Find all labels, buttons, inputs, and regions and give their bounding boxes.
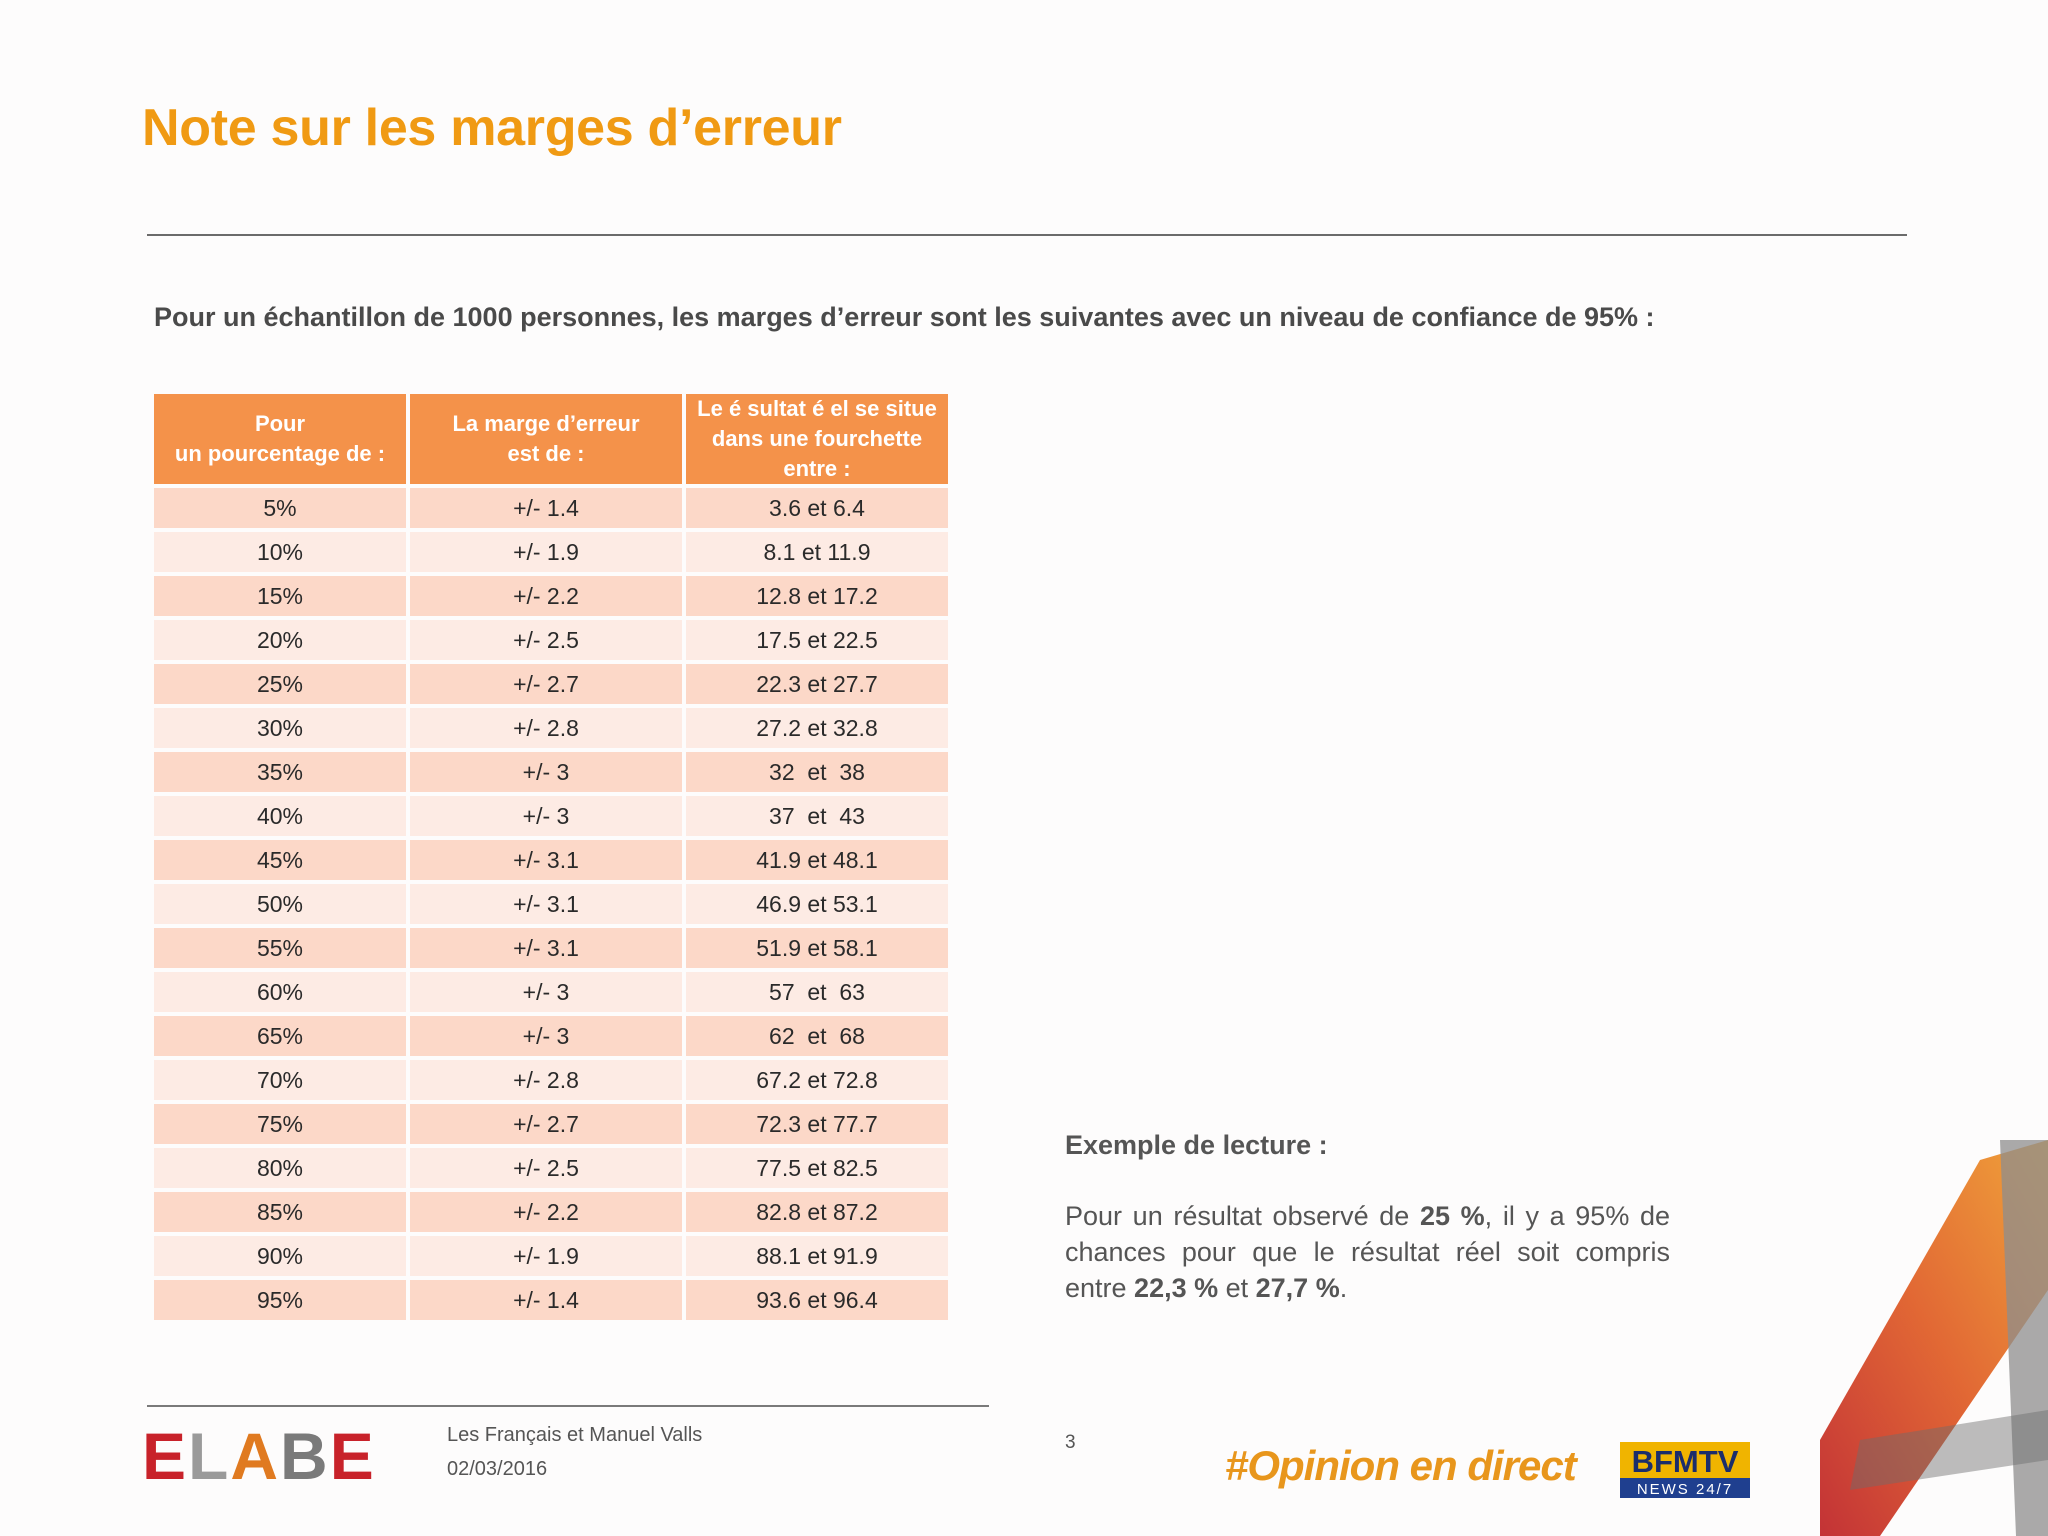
table-row xyxy=(154,1016,948,1056)
cell-margin: +/- 1.9 xyxy=(410,1236,682,1276)
header-range: Le é sultat é el se situe dans une fourchette entre : xyxy=(686,394,948,484)
cell-percentage: 75% xyxy=(154,1104,406,1144)
table-row xyxy=(154,1192,948,1232)
table-header-row xyxy=(154,394,948,484)
cell-percentage: 70% xyxy=(154,1060,406,1100)
cell-range: 72.3 et 77.7 xyxy=(686,1104,948,1144)
cell-margin: +/- 2.7 xyxy=(410,1104,682,1144)
table-row xyxy=(154,1060,948,1100)
table-row xyxy=(154,620,948,660)
table-row xyxy=(154,796,948,836)
hashtag-label: #Opinion en direct xyxy=(1225,1442,1576,1489)
cell-percentage: 10% xyxy=(154,532,406,572)
cell-margin: +/- 1.4 xyxy=(410,1280,682,1320)
cell-range: 17.5 et 22.5 xyxy=(686,620,948,660)
cell-range: 51.9 et 58.1 xyxy=(686,928,948,968)
bfmtv-logo xyxy=(1620,1442,1750,1498)
header-percentage: Pour un pourcentage de : xyxy=(154,394,406,484)
cell-range: 77.5 et 82.5 xyxy=(686,1148,948,1188)
cell-range: 62 et 68 xyxy=(686,1016,948,1056)
cell-percentage: 90% xyxy=(154,1236,406,1276)
table-row xyxy=(154,708,948,748)
cell-margin: +/- 3 xyxy=(410,796,682,836)
cell-percentage: 20% xyxy=(154,620,406,660)
example-text: Pour un résultat observé de 25 %, il y a 95% de chances pour que le résultat réel soit compris entre 22,3 % et 27,7 %. xyxy=(1065,1201,1671,1303)
header-margin: La marge d’erreur est de : xyxy=(410,394,682,484)
cell-margin: +/- 3.1 xyxy=(410,840,682,880)
cell-range: 93.6 et 96.4 xyxy=(686,1280,948,1320)
cell-margin: +/- 3.1 xyxy=(410,884,682,924)
table-row xyxy=(154,1104,948,1144)
cell-margin: +/- 3 xyxy=(410,1016,682,1056)
table-row xyxy=(154,752,948,792)
cell-percentage: 15% xyxy=(154,576,406,616)
cell-percentage: 55% xyxy=(154,928,406,968)
cell-range: 41.9 et 48.1 xyxy=(686,840,948,880)
cell-margin: +/- 3 xyxy=(410,752,682,792)
cell-margin: +/- 2.5 xyxy=(410,1148,682,1188)
cell-percentage: 85% xyxy=(154,1192,406,1232)
cell-percentage: 60% xyxy=(154,972,406,1012)
table-row xyxy=(154,928,948,968)
cell-range: 88.1 et 91.9 xyxy=(686,1236,948,1276)
cell-percentage: 50% xyxy=(154,884,406,924)
cell-percentage: 45% xyxy=(154,840,406,880)
cell-range: 57 et 63 xyxy=(686,972,948,1012)
table-row xyxy=(154,488,948,528)
cell-range: 37 et 43 xyxy=(686,796,948,836)
cell-range: 22.3 et 27.7 xyxy=(686,664,948,704)
table-row xyxy=(154,840,948,880)
page-title: Note sur les marges d’erreur xyxy=(142,99,842,157)
elabe-a-decoration xyxy=(1820,1140,2048,1536)
table-row xyxy=(154,576,948,616)
cell-percentage: 25% xyxy=(154,664,406,704)
table-row xyxy=(154,1236,948,1276)
cell-margin: +/- 1.4 xyxy=(410,488,682,528)
cell-margin: +/- 1.9 xyxy=(410,532,682,572)
cell-percentage: 40% xyxy=(154,796,406,836)
cell-percentage: 35% xyxy=(154,752,406,792)
cell-margin: +/- 2.2 xyxy=(410,1192,682,1232)
cell-range: 32 et 38 xyxy=(686,752,948,792)
table-body xyxy=(154,488,948,1320)
elabe-logo: ELABE xyxy=(142,1419,376,1493)
cell-range: 27.2 et 32.8 xyxy=(686,708,948,748)
table-row xyxy=(154,1148,948,1188)
table-intro: Pour un échantillon de 1000 personnes, les marges d’erreur sont les suivantes avec un niveau de confiance de 95% : xyxy=(154,302,1655,332)
cell-percentage: 65% xyxy=(154,1016,406,1056)
cell-range: 12.8 et 17.2 xyxy=(686,576,948,616)
footer-divider xyxy=(147,1405,989,1407)
cell-margin: +/- 2.5 xyxy=(410,620,682,660)
table-row xyxy=(154,884,948,924)
cell-margin: +/- 2.2 xyxy=(410,576,682,616)
cell-percentage: 5% xyxy=(154,488,406,528)
study-title: Les Français et Manuel Valls xyxy=(447,1424,703,1446)
cell-percentage: 30% xyxy=(154,708,406,748)
cell-percentage: 80% xyxy=(154,1148,406,1188)
svg-text:BFMTV: BFMTV xyxy=(1631,1444,1739,1479)
cell-percentage: 95% xyxy=(154,1280,406,1320)
title-divider xyxy=(147,234,1907,236)
study-date: 02/03/2016 xyxy=(447,1458,548,1480)
table-row xyxy=(154,664,948,704)
cell-range: 3.6 et 6.4 xyxy=(686,488,948,528)
table-row xyxy=(154,972,948,1012)
cell-margin: +/- 3.1 xyxy=(410,928,682,968)
page-number: 3 xyxy=(1065,1432,1076,1453)
cell-range: 67.2 et 72.8 xyxy=(686,1060,948,1100)
cell-range: 46.9 et 53.1 xyxy=(686,884,948,924)
cell-margin: +/- 2.8 xyxy=(410,1060,682,1100)
example-title: Exemple de lecture : xyxy=(1065,1130,1328,1160)
cell-margin: +/- 2.8 xyxy=(410,708,682,748)
error-margin-table xyxy=(150,390,952,1324)
cell-range: 8.1 et 11.9 xyxy=(686,532,948,572)
table-row xyxy=(154,532,948,572)
cell-margin: +/- 2.7 xyxy=(410,664,682,704)
cell-range: 82.8 et 87.2 xyxy=(686,1192,948,1232)
svg-text:NEWS 24/7: NEWS 24/7 xyxy=(1636,1481,1734,1498)
cell-margin: +/- 3 xyxy=(410,972,682,1012)
table-row xyxy=(154,1280,948,1320)
